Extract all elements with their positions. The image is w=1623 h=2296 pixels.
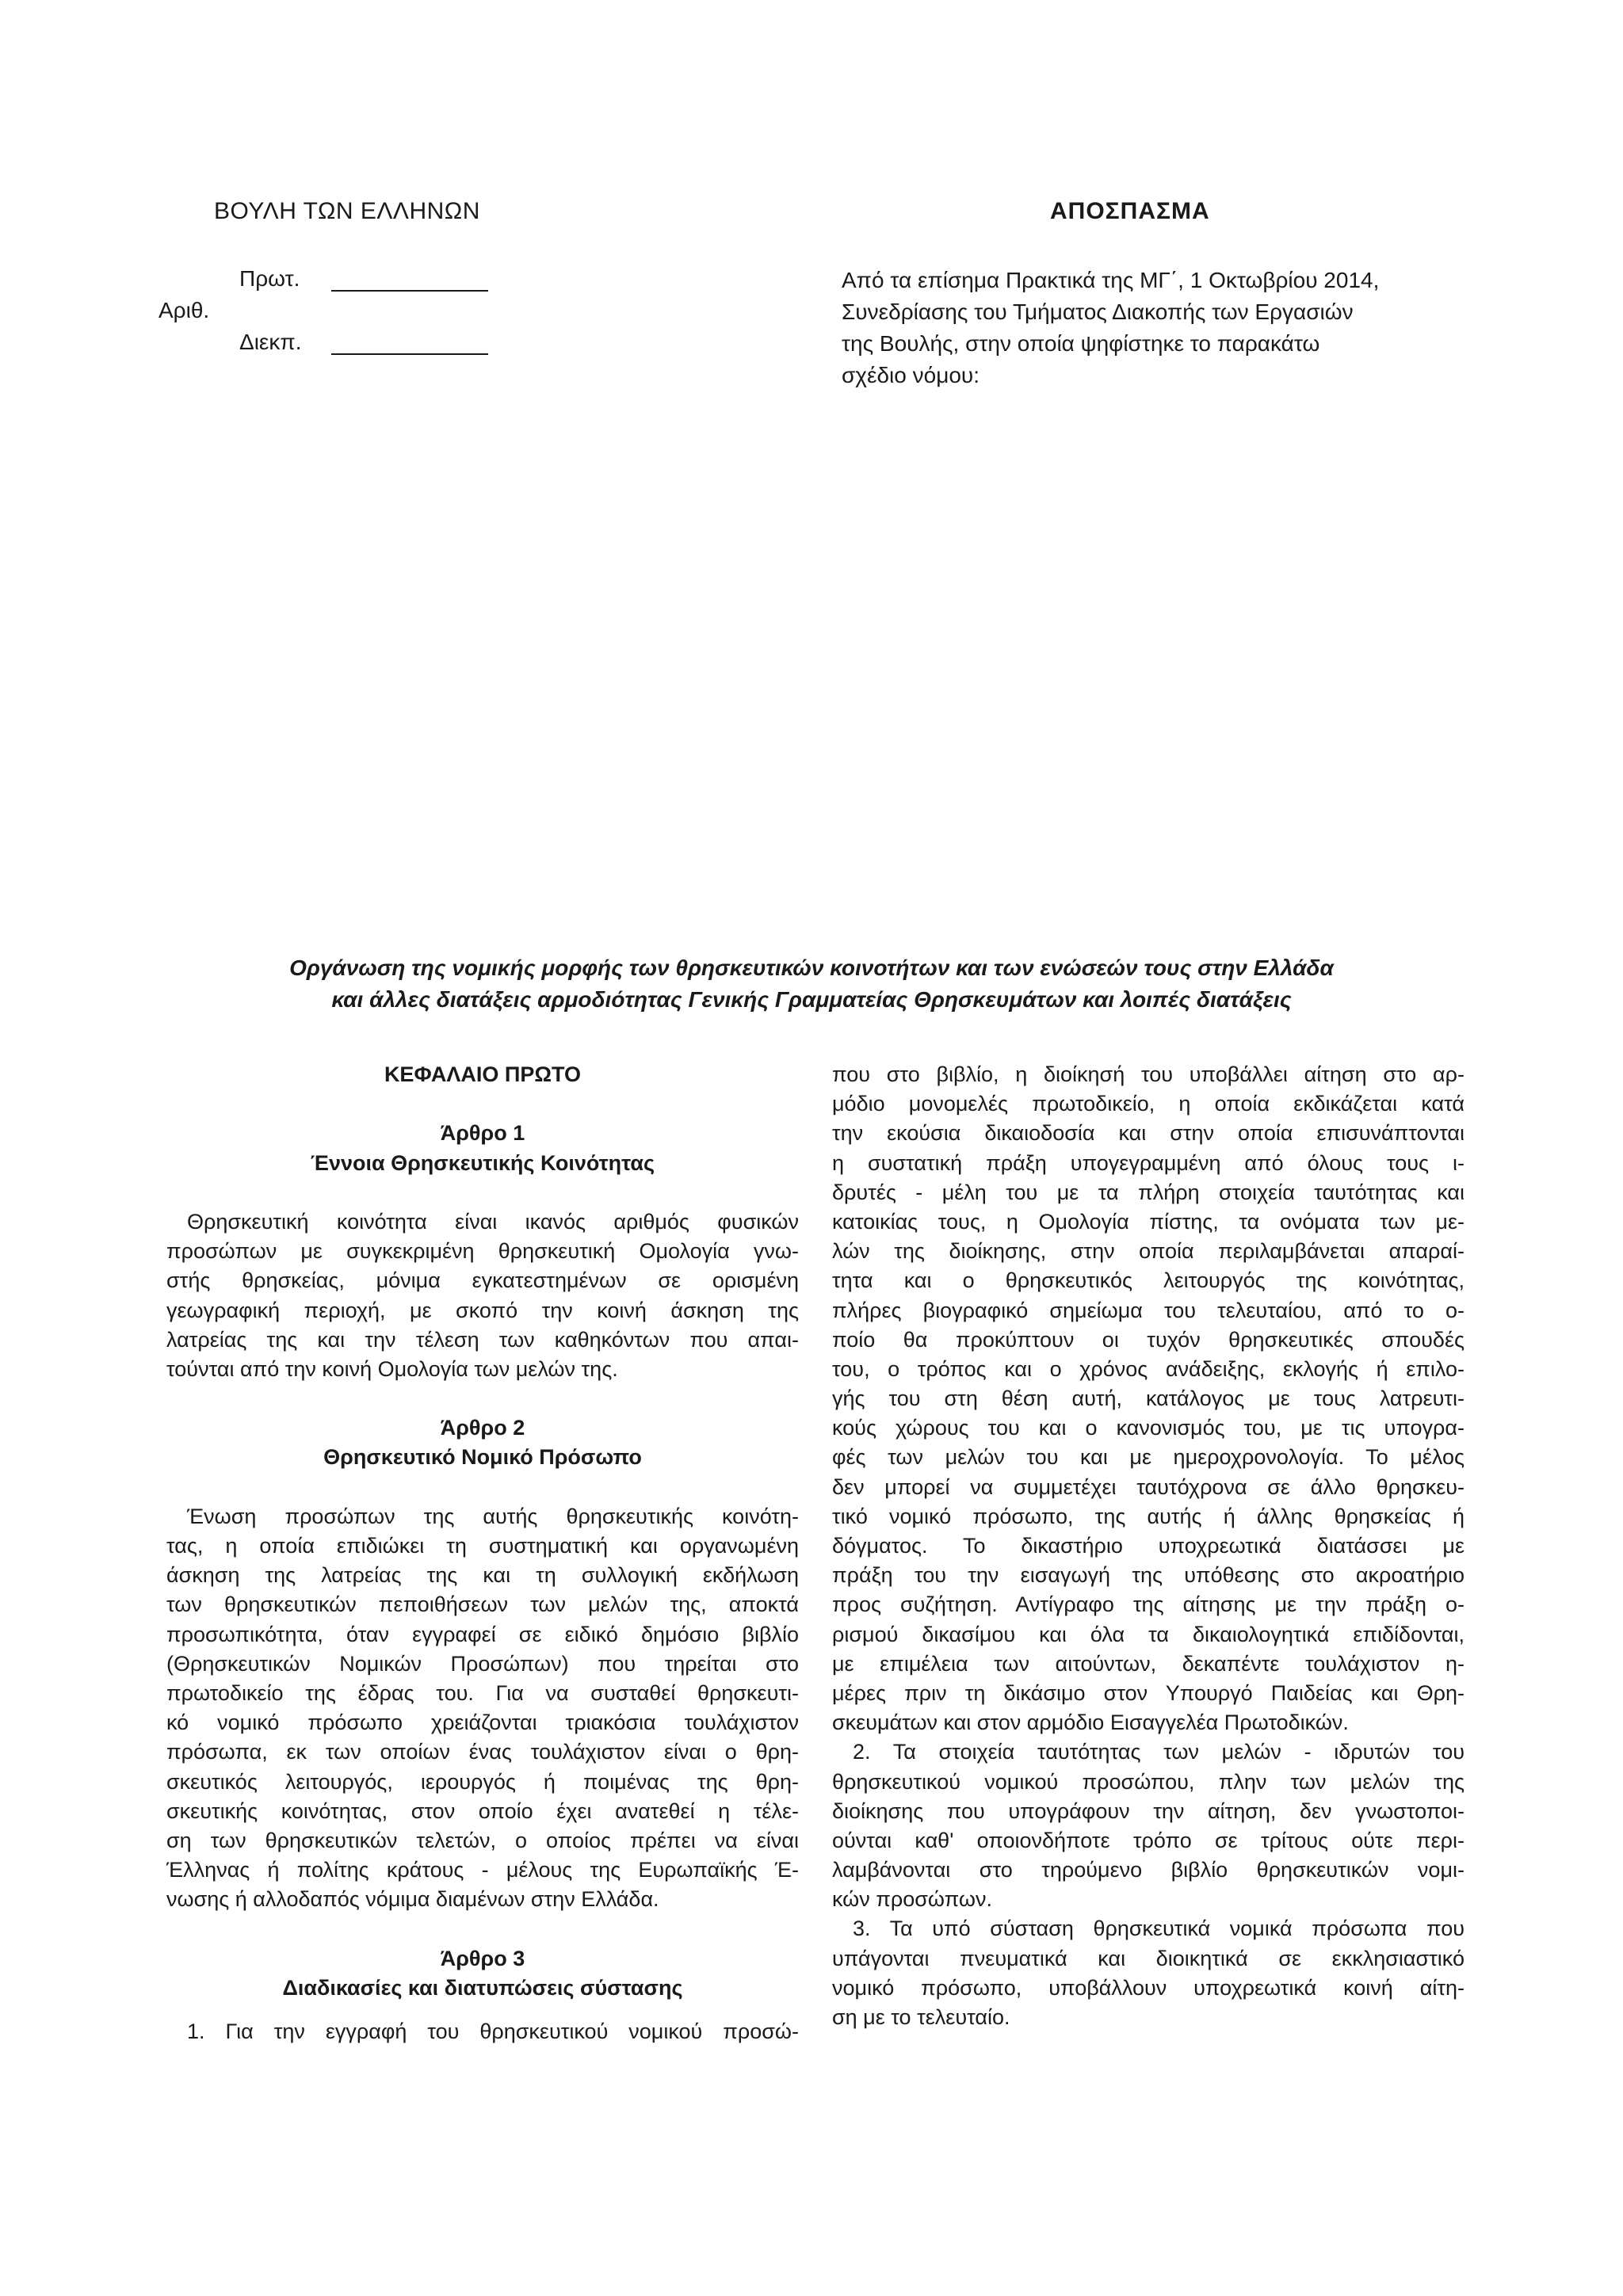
- text-line: 1. Για την εγγραφή του θρησκευτικού νομικού προσώ-: [187, 2019, 799, 2043]
- text-line: πράξη του την εισαγωγή της υπόθεσης στο ακροατήριο: [832, 1563, 1465, 1588]
- text-line: τητα και ο θρησκευτικός λειτουργός της κοινότητας,: [832, 1268, 1465, 1293]
- text-line: ση με το τελευταίο.: [832, 2005, 1010, 2029]
- text-line: Ένωση προσώπων της αυτής θρησκευτικής κοινότη-: [187, 1504, 799, 1528]
- text-line: η συστατική πράξη υπογεγραμμένη από όλους τους ι-: [832, 1150, 1465, 1175]
- text-line: διοίκησης που υπογράφουν την αίτηση, δεν γνωστοποι-: [832, 1798, 1465, 1823]
- text-line: ούνται καθ' οποιονδήποτε τρόπο σε τρίτους ούτε περι-: [832, 1828, 1465, 1852]
- article-3-body: [166, 2017, 799, 2046]
- text-line: μόδιο μονομελές πρωτοδικείο, η οποία εκδικάζεται κατά: [832, 1092, 1465, 1116]
- chapter-heading: ΚΕΦΑΛΑΙΟ ΠΡΩΤΟ: [384, 1062, 582, 1086]
- text-line: λατρείας της και την τέλεση των καθηκόντων που απαι-: [166, 1327, 799, 1352]
- text-line: δεν μπορεί να συμμετέχει ταυτόχρονα σε άλλο θρησκευ-: [832, 1474, 1465, 1499]
- excerpt-line: Από τα επίσημα Πρακτικά της ΜΓ΄, 1 Οκτωβρίου 2014,: [842, 268, 1380, 292]
- text-line: 3. Τα υπό σύσταση θρησκευτικά νομικά πρόσωπα που: [853, 1917, 1465, 1941]
- left-column: [166, 1060, 799, 2046]
- text-line: Έλληνας ή πολίτης κράτους - μέλους της Ευρωπαϊκής Έ-: [166, 1858, 799, 1882]
- excerpt-title: ΑΠΟΣΠΑΣΜΑ: [1050, 198, 1210, 224]
- text-line: τικό νομικό πρόσωπο, της αυτής ή άλλης θρησκείας ή: [832, 1504, 1465, 1528]
- text-line: ποίο θα προκύπτουν οι τυχόν θρησκευτικές σπουδές: [832, 1327, 1465, 1352]
- text-line: γής του στη θέση αυτή, κατάλογος με τους λατρευτι-: [832, 1386, 1465, 1411]
- excerpt-line: Συνεδρίασης του Τμήματος Διακοπής των Εργασιών: [842, 299, 1354, 324]
- excerpt-line: της Βουλής, στην οποία ψηφίστηκε το παρακάτω: [842, 331, 1320, 356]
- text-line: στής θρησκείας, μόνιμα εγκατεστημένων σε ορισμένη: [166, 1268, 799, 1293]
- text-line: φές των μελών του και με ημεροχρονολογία. Το μέλος: [832, 1445, 1465, 1470]
- text-line: κό νομικό πρόσωπο χρειάζονται τριακόσια τουλάχιστον: [166, 1711, 799, 1735]
- protocol-line: [239, 266, 488, 292]
- article-2-title: Θρησκευτικό Νομικό Πρόσωπο: [323, 1445, 642, 1470]
- text-line: προς συζήτηση. Αντίγραφο της αίτησης με την πράξη ο-: [832, 1592, 1465, 1617]
- protocol-blank: [331, 273, 488, 292]
- article-3-title: Διαδικασίες και διατυπώσεις σύστασης: [282, 1975, 683, 2000]
- text-line: κούς χώρους του και ο κανονισμός του, με τις υπογρα-: [832, 1416, 1465, 1440]
- number-label: Αριθ.: [158, 298, 210, 322]
- excerpt-line: σχέδιο νόμου:: [842, 363, 980, 387]
- article-3-number: Άρθρο 3: [440, 1946, 525, 1970]
- text-line: την εκούσια δικαιοδοσία και στην οποία επισυνάπτονται: [832, 1121, 1465, 1146]
- text-line: νομικό πρόσωπο, υποβάλλουν υποχρεωτικά κοινή αίτη-: [832, 1975, 1465, 2000]
- bill-title-line: Οργάνωση της νομικής μορφής των θρησκευτικών κοινοτήτων και των ενώσεών τους στην Ελλάδα: [289, 955, 1334, 980]
- bill-title-line: και άλλες διατάξεις αρμοδιότητας Γενικής Γραμματείας Θρησκευμάτων και λοιπές διατάξεις: [331, 987, 1292, 1012]
- text-line: σκευμάτων και στον αρμόδιο Εισαγγελέα Πρωτοδικών.: [832, 1711, 1349, 1735]
- article-2-number: Άρθρο 2: [440, 1416, 525, 1440]
- text-line: λαμβάνονται στο τηρούμενο βιβλίο θρησκευτικών νομι-: [832, 1858, 1465, 1882]
- text-line: πρωτοδικείο της έδρας του. Για να συσταθεί θρησκευτι-: [166, 1680, 799, 1705]
- bill-title: [158, 952, 1465, 1016]
- article-1-number: Άρθρο 1: [440, 1121, 525, 1146]
- protocol-label: Πρωτ.: [239, 266, 300, 291]
- dispatch-line: [239, 330, 488, 355]
- text-line: πρόσωπα, εκ των οποίων ένας τουλάχιστον είναι ο θρη-: [166, 1740, 799, 1764]
- dispatch-blank: [331, 336, 488, 355]
- text-line: των θρησκευτικών πεποιθήσεων των μελών της, αποκτά: [166, 1592, 799, 1617]
- text-line: θρησκευτικού νομικού προσώπου, πλην των μελών της: [832, 1769, 1465, 1794]
- text-line: 2. Τα στοιχεία ταυτότητας των μελών - ιδρυτών του: [853, 1740, 1465, 1764]
- text-line: που στο βιβλίο, η διοίκησή του υποβάλλει αίτηση στο αρ-: [832, 1062, 1465, 1086]
- article-1-title: Έννοια Θρησκευτικής Κοινότητας: [310, 1150, 655, 1175]
- text-line: του, ο τρόπος και ο χρόνος ανάδειξης, εκλογής ή επιλο-: [832, 1356, 1465, 1381]
- text-line: σκευτικός λειτουργός, ιερουργός ή ποιμένας της θρη-: [166, 1769, 799, 1794]
- text-line: Θρησκευτική κοινότητα είναι ικανός αριθμός φυσικών: [187, 1209, 799, 1234]
- reference-number-block: [158, 261, 491, 372]
- text-line: κατοικίας τους, η Ομολογία πίστης, τα ονόματα των με-: [832, 1209, 1465, 1234]
- right-column: [832, 1060, 1465, 2032]
- excerpt-text: [842, 265, 1476, 391]
- text-line: με επιμέλεια των αιτούντων, δεκαπέντε τουλάχιστον η-: [832, 1651, 1465, 1676]
- text-line: μέρες πριν τη δικάσιμο στον Υπουργό Παιδείας και Θρη-: [832, 1680, 1465, 1705]
- text-line: νωσης ή αλλοδαπός νόμιμα διαμένων στην Ελλάδα.: [166, 1887, 659, 1912]
- text-line: δρυτές - μέλη του με τα πλήρη στοιχεία ταυτότητας και: [832, 1180, 1465, 1204]
- article-1-body: [166, 1207, 799, 1384]
- text-line: δόγματος. Το δικαστήριο υποχρεωτικά διατάσσει με: [832, 1534, 1465, 1558]
- text-line: κών προσώπων.: [832, 1887, 992, 1912]
- text-line: τας, η οποία επιδιώκει τη συστηματική και οργανωμένη: [166, 1534, 799, 1558]
- dispatch-label: Διεκπ.: [239, 330, 302, 354]
- text-line: ρισμού δικασίμου και όλα τα δικαιολογητικά επιδίδονται,: [832, 1622, 1465, 1646]
- text-line: άσκηση της λατρείας της και τη συλλογική εκδήλωση: [166, 1563, 799, 1588]
- article-2-body: [166, 1502, 799, 1915]
- text-line: προσώπων με συγκεκριμένη θρησκευτική Ομολογία γνω-: [166, 1239, 799, 1264]
- text-line: (Θρησκευτικών Νομικών Προσώπων) που τηρείται στο: [166, 1651, 799, 1676]
- text-line: υπάγονται πνευματικά και διοικητικά σε εκκλησιαστικό: [832, 1946, 1465, 1970]
- text-line: γεωγραφική περιοχή, με σκοπό την κοινή άσκηση της: [166, 1298, 799, 1322]
- institution-name: ΒΟΥΛΗ ΤΩΝ ΕΛΛΗΝΩΝ: [214, 198, 480, 224]
- text-line: προσωπικότητα, όταν εγγραφεί σε ειδικό δημόσιο βιβλίο: [166, 1622, 799, 1646]
- text-line: πλήρες βιογραφικό σημείωμα του τελευταίου, από το ο-: [832, 1298, 1465, 1322]
- text-line: τούνται από την κοινή Ομολογία των μελών της.: [166, 1356, 618, 1381]
- text-line: ση των θρησκευτικών τελετών, ο οποίος πρέπει να είναι: [166, 1828, 799, 1852]
- article-3-paragraph-3: [832, 1914, 1465, 2032]
- text-line: λών της διοίκησης, στην οποία περιλαμβάνεται απαραί-: [832, 1239, 1465, 1264]
- text-line: σκευτικής κοινότητας, στον οποίο έχει ανατεθεί η τέλε-: [166, 1798, 799, 1823]
- article-3-paragraph-2: [832, 1737, 1465, 1914]
- article-3-paragraph-1: [832, 1060, 1465, 1737]
